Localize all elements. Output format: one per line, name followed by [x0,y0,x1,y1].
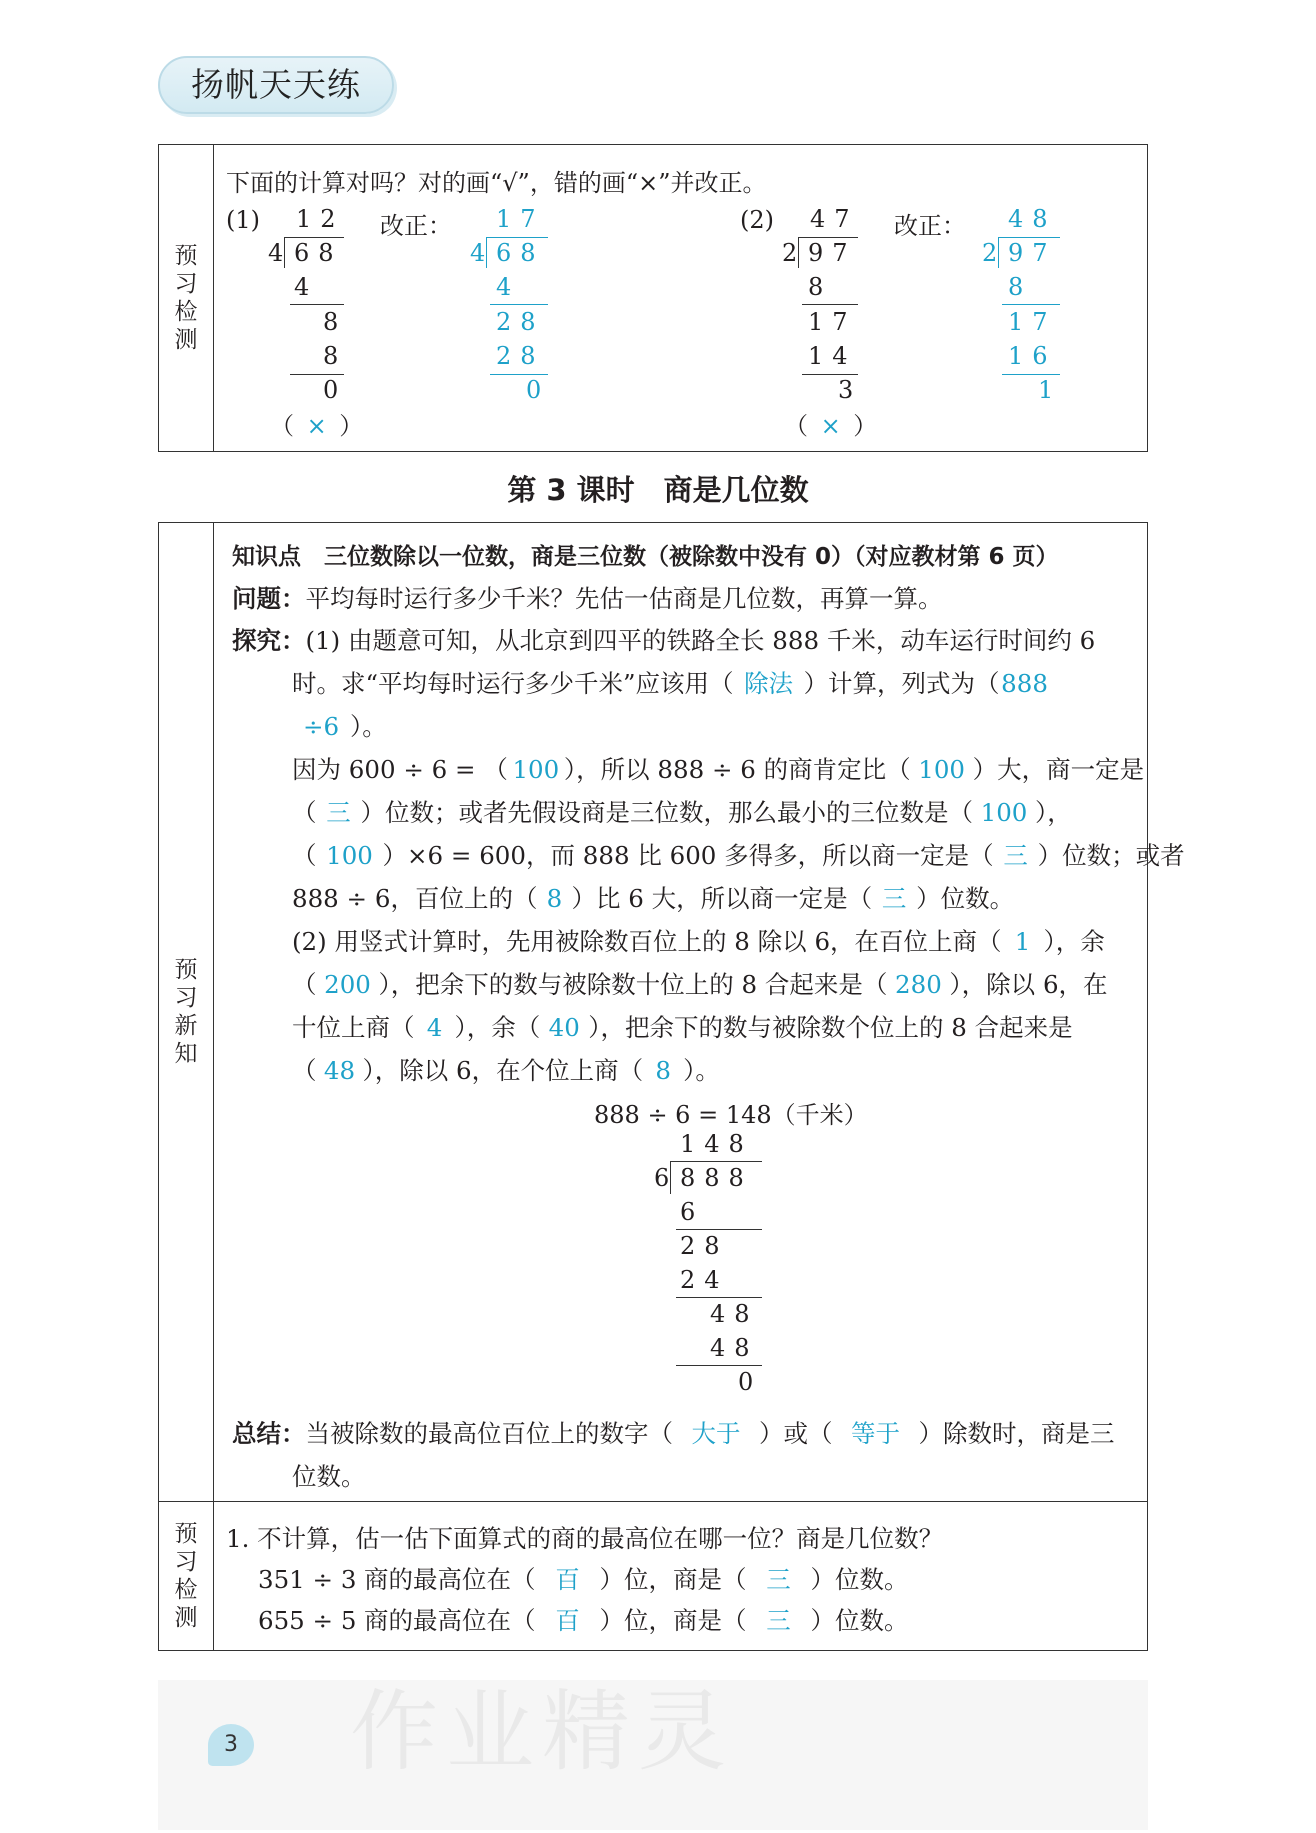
p2-bar [798,237,858,238]
p2-bracket [798,238,799,268]
p1-fix-bracket [486,238,487,268]
problem-2-label: (2) [740,206,774,234]
summary-line-1: 总结：当被除数的最高位百位上的数字（ 大于 ）或（ 等于 ）除数时，商是三 [232,1419,1115,1448]
problem-1-label: (1) [226,206,260,234]
p1-fix-bar [486,237,548,238]
p2-dividend: 97 [808,239,857,267]
p2-fix-quotient: 48 [1008,205,1057,233]
p1-fix-line1 [490,304,548,305]
p2-fix-bar [998,237,1060,238]
p1-fix-dividend: 68 [496,239,545,267]
p1-r2: 0 [323,376,348,404]
p2-fix-line1 [1002,304,1060,305]
explore-line-5: （ 三 ）位数；或者先假设商是三位数，那么最小的三位数是（ 100 ）， [292,798,1072,827]
div-r1: 28 [680,1232,729,1260]
div-line3 [676,1365,762,1366]
exercise-row-1: 351 ÷ 3 商的最高位在（ 百 ）位，商是（ 三 ）位数。 [258,1565,909,1594]
p2-judgement: （ × ） [784,412,878,440]
p1-divisor: 4 [268,239,293,267]
p1-fix-divisor: 4 [470,239,495,267]
p2-fix-divisor: 2 [982,239,1007,267]
div-line2 [676,1297,762,1298]
div-bracket [670,1162,671,1194]
div-dividend: 888 [680,1164,753,1192]
p2-s2: 14 [808,342,857,370]
p2-fix-s2: 16 [1008,342,1057,370]
p1-dividend: 68 [294,239,343,267]
div-line1 [676,1229,762,1230]
p2-fix-r1: 17 [1008,308,1057,336]
explore-line-7: 888 ÷ 6，百位上的（ 8 ）比 6 大，所以商一定是（ 三 ）位数。 [292,884,1015,913]
explore-line-3: ÷6 ）。 [302,712,387,741]
explore-line-2: 时。求“平均每时运行多少千米”应该用（ 除法 ）计算，列式为（888 [292,669,1048,698]
knowledge-point: 知识点 三位数除以一位数，商是三位数（被除数中没有 0）（对应教材第 6 页） [232,544,1059,570]
p2-r1: 17 [808,308,857,336]
explore-line-4: 因为 600 ÷ 6 = （ 100 ），所以 888 ÷ 6 的商肯定比（ 100 ）大，商一定是 [292,755,1145,784]
p2-line1 [802,304,858,305]
explore-line-6: （ 100 ）×6 = 600，而 888 比 600 多得多，所以商一定是（ 三 ）位数；或者 [292,841,1185,870]
p2-fix-bracket [998,238,999,268]
summary-line-2: 位数。 [292,1462,366,1491]
div-r3: 0 [738,1368,763,1396]
explore-line-8: (2) 用竖式计算时，先用被除数百位上的 8 除以 6，在百位上商（ 1 ），余 [292,927,1105,956]
p1-fix-line2 [490,374,548,375]
div-r2: 48 [710,1300,759,1328]
div-s1: 6 [680,1198,705,1226]
div-s3: 48 [710,1334,759,1362]
p1-fix-s2: 28 [496,342,545,370]
explore-line-1: 探究：(1) 由题意可知，从北京到四平的铁路全长 888 千米，动车运行时间约 6 [232,626,1096,655]
p2-fix-dividend: 97 [1008,239,1057,267]
watermark: 作业精灵 [350,1680,735,1783]
explore-line-10: 十位上商（ 4 ），余（ 40 ），把余下的数与被除数个位上的 8 合起来是 [292,1013,1073,1042]
p2-line2 [802,374,858,375]
p1-s1: 4 [294,273,319,301]
p2-correct-label: 改正： [894,212,966,240]
p1-fix-quotient: 17 [496,205,545,233]
div-divisor: 6 [654,1164,679,1192]
p2-fix-r2: 1 [1038,376,1063,404]
lesson-title: 第 3 课时 商是几位数 [507,473,809,507]
div-bar [670,1161,762,1162]
p1-quotient: 12 [296,205,345,233]
p1-fix-s1: 4 [496,273,521,301]
p1-line2 [290,374,344,375]
page-number: 3 [208,1724,254,1766]
p2-fix-line2 [1002,374,1060,375]
p1-mark: × [306,412,327,440]
p2-quotient: 47 [810,205,859,233]
p1-bar [284,237,344,238]
p1-line1 [290,304,344,305]
p2-r2: 3 [838,376,863,404]
exercise-question: 1. 不计算，估一估下面算式的商的最高位在哪一位？商是几位数？ [226,1524,944,1553]
p1-judgement: （ × ） [270,412,364,440]
instruction: 下面的计算对吗？对的画“√”，错的画“×”并改正。 [226,169,767,197]
side-label-3: 预习检测 [159,1502,214,1650]
p2-mark: × [820,412,841,440]
p2-s1: 8 [808,273,833,301]
p2-divisor: 2 [782,239,807,267]
p1-fix-r2: 0 [526,376,551,404]
side-label-1: 预习检测 [159,145,214,451]
explore-line-9: （ 200 ），把余下的数与被除数十位上的 8 合起来是（ 280 ），除以 6，在 [292,970,1108,999]
p1-s2: 8 [323,342,348,370]
p1-correct-label: 改正： [380,212,452,240]
div-s2: 24 [680,1266,729,1294]
div-quotient: 148 [680,1130,753,1158]
p1-bracket [284,238,285,268]
question: 问题：平均每时运行多少千米？先估一估商是几位数，再算一算。 [232,584,943,613]
brand-badge: 扬帆天天练 [158,56,394,114]
p1-r1: 8 [323,308,348,336]
side-label-2: 预习新知 [159,523,214,1501]
p2-fix-s1: 8 [1008,273,1033,301]
equation: 888 ÷ 6 = 148（千米） [594,1101,868,1129]
exercise-row-2: 655 ÷ 5 商的最高位在（ 百 ）位，商是（ 三 ）位数。 [258,1606,909,1635]
p1-fix-r1: 28 [496,308,545,336]
explore-line-11: （ 48 ），除以 6，在个位上商（ 8 ）。 [292,1056,720,1085]
